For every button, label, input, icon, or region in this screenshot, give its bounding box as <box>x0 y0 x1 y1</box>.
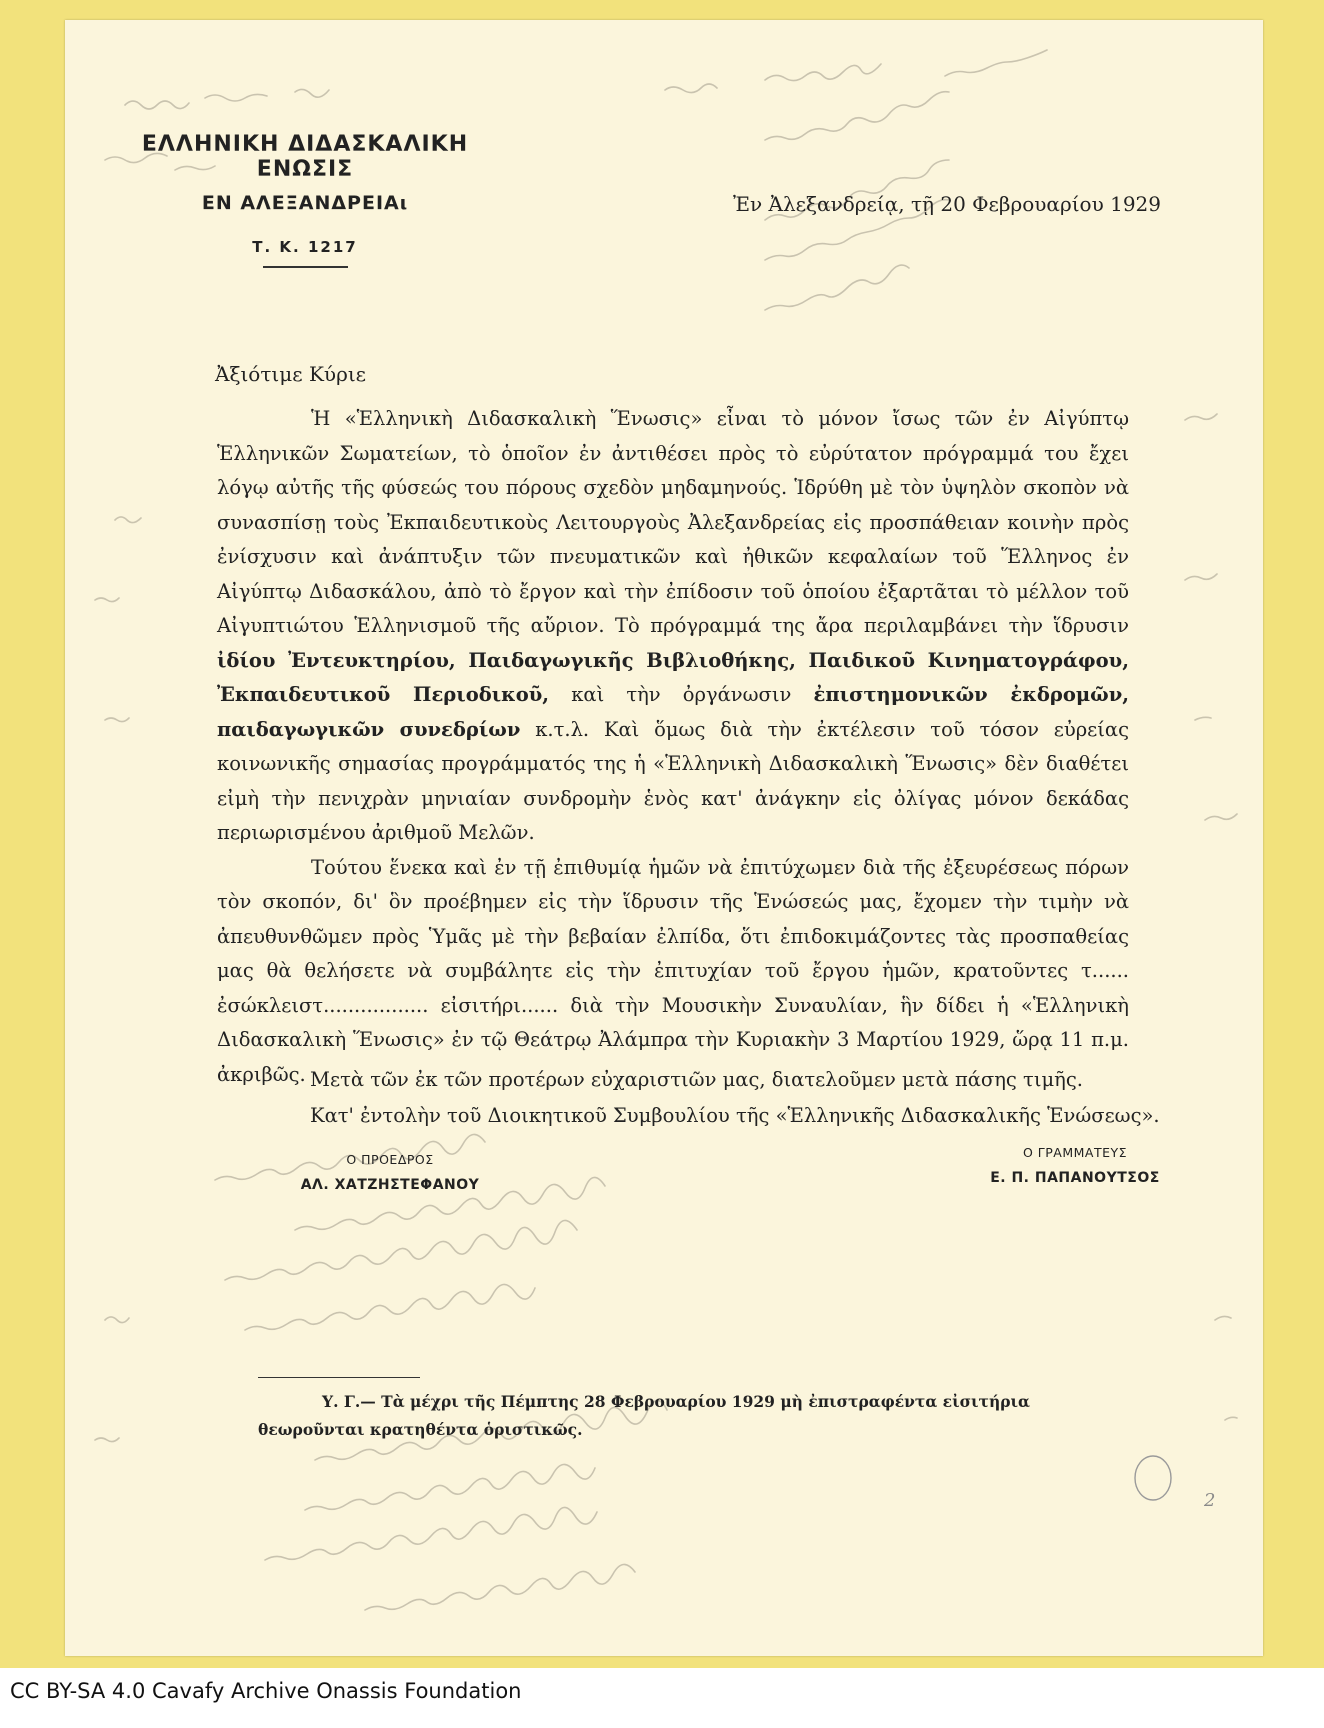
paragraph-1-text: Ἡ «Ἑλληνικὴ Διδασκαλικὴ Ἕνωσις» εἶναι τὸ μόνον ἴσως τῶν ἐν Αἰγύπτῳ Ἑλληνικῶν Σωματείων, τὸ ὁποῖον ἐν ἀντιθέσει πρὸς τὸ εὐρύτατον πρόγραμμά του ἔχει λόγῳ αὐτῆς τῆς φύσεώς του πόρους σχεδὸν μηδαμηνούς. Ἱδρύθη μὲ τὸν ὑψηλὸν σκοπὸν νὰ συνασπίσῃ τοὺς Ἐκπαιδευτικοὺς Λειτουργοὺς Ἀλεξανδρείας εἰς προσπάθειαν κοινὴν πρὸς ἐνίσχυσιν καὶ ἀνάπτυξιν τῶν πνευματικῶν καὶ ἠθικῶν κεφαλαίων τοῦ Ἕλληνος ἐν Αἰγύπτῳ Διδασκάλου, ἀπὸ τὸ ἔργον καὶ τὴν ἐπίδοσιν τοῦ ὁποίου ἐξαρτᾶται τὸ μέλλον τοῦ Αἰγυπτιώτου Ἑλληνισμοῦ τῆς αὔριον. Τὸ πρόγραμμά της ἄρα περιλαμβάνει τὴν ἵδρυσιν <box>217 407 1129 637</box>
paragraph-1-mid: καὶ τὴν ὀργάνωσιν <box>571 683 792 706</box>
president-signature <box>225 1152 555 1193</box>
paragraph-1 <box>217 402 1129 851</box>
paragraph-1-bold-facilities: ἰδίου Ἐντευκτηρίου, Παιδαγωγικῆς Βιβλιοθήκης, Παιδικοῦ Κινηματογράφου, Ἐκπαιδευτικοῦ Περιοδικοῦ, <box>217 648 1129 706</box>
date-line: Ἐν Ἀλεξανδρείᾳ, τῇ 20 Φεβρουαρίου 1929 <box>732 192 1161 216</box>
footnote: Υ. Γ.— Τὰ μέχρι τῆς Πέμπτης 28 Φεβρουαρίου 1929 μὴ ἐπιστραφέντα εἰσιτήρια θεωροῦνται κρατηθέντα ὁριστικῶς. <box>258 1392 1030 1439</box>
president-role: Ο ΠΡΟΕΔΡΟΣ <box>346 1152 434 1167</box>
organization-name: ΕΛΛΗΝΙΚΗ ΔΙΔΑΣΚΑΛΙΚΗ ΕΝΩΣΙΣ <box>141 132 469 182</box>
paragraph-2: Τούτου ἕνεκα καὶ ἐν τῇ ἐπιθυμίᾳ ἡμῶν νὰ ἐπιτύχωμεν διὰ τῆς ἐξευρέσεως πόρων τὸν σκοπόν, δι' ὃν προέβημεν εἰς τὴν ἵδρυσιν τῆς Ἑνώσεώς μας, ἔχομεν τὴν τιμὴν νὰ ἀπευθυνθῶμεν πρὸς Ὑμᾶς μὲ τὴν βεβαίαν ἐλπίδα, ὅτι ἐπιδοκιμάζοντες τὰς προσπαθείας μας θὰ θελήσετε νὰ συμβάλητε εἰς τὴν ἐπιτυχίαν τοῦ ἔργου ἡμῶν, κρατοῦντες τ...... ἐσώκλειστ................. εἰσιτήρι...... διὰ τὴν Μουσικὴν Συναυλίαν, ἣν δίδει ἡ «Ἑλληνικὴ Διδασκαλικὴ Ἕνωσις» ἐν τῷ Θεάτρῳ Ἀλάμπρα τὴν Κυριακὴν 3 Μαρτίου 1929, ὥρᾳ 11 π.μ. ἀκριβῶς. <box>217 855 1129 1086</box>
paragraph-1-end: κ.τ.λ. Καὶ ὅμως διὰ τὴν ἐκτέλεσιν τοῦ τόσον εὐρείας κοινωνικῆς σημασίας προγράμματός της ἡ «Ἑλληνικὴ Διδασκαλικὴ Ἕνωσις» δὲν διαθέτει εἰμὴ τὴν πενιχρὰν μηνιαίαν συνδρομὴν ἑνὸς κατ' ἀνάγκην εἰς ὀλίγας μόνον δεκάδας περιωρισμένου ἀριθμοῦ Μελῶν. <box>217 717 1129 844</box>
letterhead <box>105 132 505 268</box>
organization-city: ΕΝ ΑΛΕΞΑΝΔΡΕΙΑι <box>201 192 409 214</box>
letter-page <box>65 20 1263 1656</box>
secretary-role: Ο ΓΡΑΜΜΑΤΕΥΣ <box>1022 1145 1128 1160</box>
po-box: Τ. Κ. 1217 <box>252 238 358 256</box>
footnote-rule <box>258 1377 420 1378</box>
secretary-signature <box>915 1145 1235 1186</box>
letter-body <box>217 402 1129 1092</box>
secretary-name: Ε. Π. ΠΑΠΑΝΟΥΤΣΟΣ <box>990 1170 1160 1186</box>
salutation: Ἀξιότιμε Κύριε <box>215 362 367 386</box>
paragraph-1-bold-activities: ἐπιστημονικῶν ἐκδρομῶν, παιδαγωγικῶν συνεδρίων <box>217 683 1130 741</box>
image-credit: CC BY-SA 4.0 Cavafy Archive Onassis Foundation <box>10 1679 522 1703</box>
closing-line-1: Μετὰ τῶν ἐκ τῶν προτέρων εὐχαριστιῶν μας, διατελοῦμεν μετὰ πάσης τιμῆς. <box>310 1068 1083 1091</box>
closing <box>310 1062 1160 1134</box>
letterhead-rule <box>263 266 348 268</box>
closing-line-2: Κατ' ἐντολὴν τοῦ Διοικητικοῦ Συμβουλίου τῆς «Ἑλληνικῆς Διδασκαλικῆς Ἑνώσεως». <box>310 1104 1160 1127</box>
page-number: 2 <box>1204 1490 1216 1511</box>
president-name: ΑΛ. ΧΑΤΖΗΣΤΕΦΑΝΟΥ <box>300 1177 480 1193</box>
